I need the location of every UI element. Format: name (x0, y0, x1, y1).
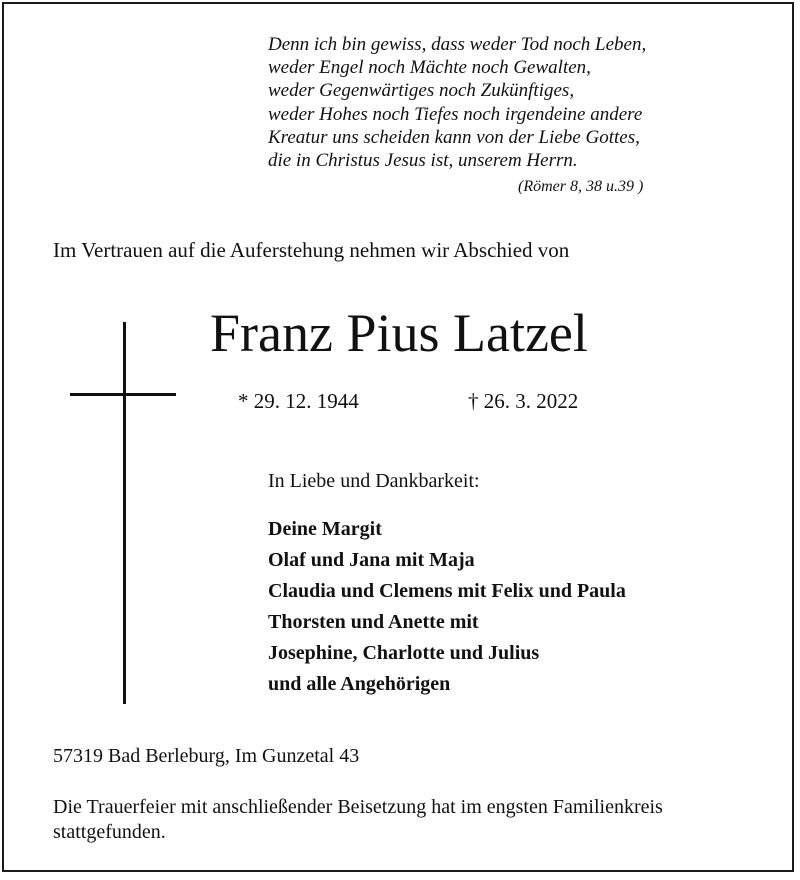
cross-icon-crossbar (70, 393, 176, 396)
intro-text: Im Vertrauen auf die Auferstehung nehmen wir Abschied von (53, 238, 570, 262)
address: 57319 Bad Berleburg, Im Gunzetal 43 (53, 745, 360, 767)
cross-icon (123, 322, 126, 704)
verse-reference: (Römer 8, 38 u.39 ) (518, 178, 644, 195)
verse-line: Kreatur uns scheiden kann von der Liebe Gottes, (268, 126, 640, 148)
bible-verse (268, 33, 768, 172)
verse-line: Denn ich bin gewiss, dass weder Tod noch Leben, (268, 34, 647, 55)
funeral-notice: Die Trauerfeier mit anschließender Beisetzung hat im engsten Familienkreis stattgefunden. (53, 796, 663, 843)
verse-line: weder Engel noch Mächte noch Gewalten, (268, 57, 591, 79)
mourner-entry: Claudia und Clemens mit Felix und Paula (268, 580, 626, 602)
deceased-name: Franz Pius Latzel (210, 303, 588, 363)
mourners-heading: In Liebe und Dankbarkeit: (268, 470, 480, 492)
verse-line: weder Hohes noch Tiefes noch irgendeine andere (268, 103, 643, 125)
mourners-list (268, 514, 626, 700)
birth-date: * 29. 12. 1944 (238, 389, 359, 413)
mourner-entry: Deine Margit (268, 518, 382, 540)
mourner-entry: und alle Angehörigen (268, 673, 451, 695)
death-date: † 26. 3. 2022 (468, 389, 579, 413)
verse-line: die in Christus Jesus ist, unserem Herrn. (268, 150, 578, 172)
mourner-entry: Thorsten und Anette mit (268, 611, 479, 633)
mourner-entry: Josephine, Charlotte und Julius (268, 642, 540, 664)
mourner-entry: Olaf und Jana mit Maja (268, 549, 475, 571)
verse-line: weder Gegenwärtiges noch Zukünftiges, (268, 80, 575, 102)
